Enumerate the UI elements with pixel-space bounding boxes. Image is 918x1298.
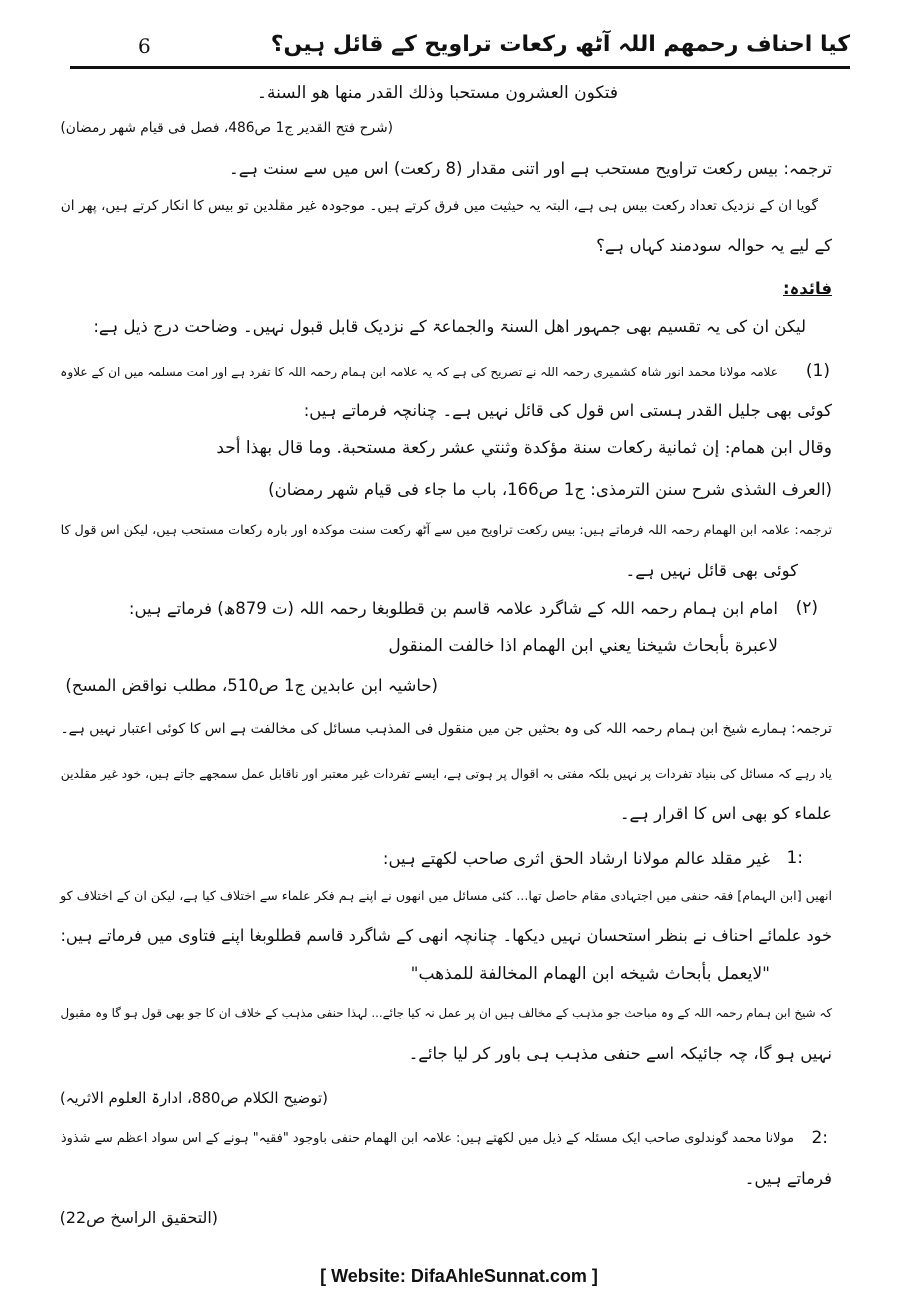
arabic-quote: لاعبرة بأبحاث شيخنا يعني ابن الهمام اذا خالفت المنقول bbox=[388, 636, 778, 656]
paragraph-line: کے لیے یہ حوالہ سودمند کہاں ہے؟ bbox=[596, 236, 832, 255]
paragraph-line: لیکن ان کی یہ تقسیم بھی جمہور اھل السنۃ والجماعۃ کے نزدیک قابل قبول نہیں۔ وضاحت درج ذیل ہے: bbox=[93, 317, 806, 336]
paragraph-line: علماء کو بھی اس کا اقرار ہے۔ bbox=[619, 804, 832, 823]
paragraph-line: گویا ان کے نزدیک تعداد رکعت بیس ہی ہے، البتہ یہ حیثیت میں فرق کرتے ہیں۔ موجودہ غیر مقلدین تو بیس کا انکار کرتے ہیں، پھر ان bbox=[60, 198, 818, 214]
arabic-quote: وقال ابن همام: إن ثمانية ركعات سنة مؤكدة وثنتي عشر ركعة مستحبة. وما قال بهذا أحد bbox=[216, 438, 832, 458]
paragraph-line: کوئی بھی جلیل القدر ہستی اس قول کی قائل نہیں ہے۔ چنانچہ فرماتے ہیں: bbox=[303, 401, 832, 420]
item-number: 1: bbox=[786, 848, 803, 868]
arabic-quote: "لایعمل بأبحاث شیخه ابن الهمام المخالفة للمذهب" bbox=[410, 964, 770, 984]
paragraph-line: امام ابن ہمام رحمہ اللہ کے شاگرد علامہ قاسم بن قطلوبغا رحمہ اللہ (ت 879ھ) فرماتے ہیں: bbox=[128, 599, 778, 618]
paragraph-line: علامہ مولانا محمد انور شاہ کشمیری رحمہ اللہ نے تصریح کی ہے کہ یہ علامہ ابن ہمام رحمہ اللہ کا تفرد ہے اور امت مسلمہ میں ان کے علاوہ bbox=[60, 365, 778, 379]
reference: (التحقیق الراسخ ص22) bbox=[59, 1208, 218, 1227]
quote-line: انھیں [ابن الہمام] فقہ حنفی میں اجتہادی مقام حاصل تھا... کئی مسائل میں انھوں نے اپنے ہم فکر علماء سے اختلاف کیا ہے، لیکن ان کے اختلاف کو bbox=[60, 888, 832, 903]
paragraph-line: یاد رہے کہ مسائل کی بنیاد تفردات پر نہیں بلکہ مفتی بہ اقوال پر ہوتی ہے، ایسے تفردات غیر معتبر اور ناقابل عمل سمجھے جاتے ہیں، خود غیر مقلدین bbox=[60, 767, 832, 781]
paragraph-line: فرماتے ہیں۔ bbox=[744, 1169, 832, 1188]
translation: ترجمہ: ہمارے شیخ ابن ہمام رحمہ اللہ کی وہ بحثیں جن میں منقول فی المذہب مسائل کی مخالفت ہے اس کا کوئی اعتبار نہیں ہے۔ bbox=[60, 721, 832, 737]
header-rule bbox=[70, 66, 850, 69]
reference: (شرح فتح القدیر ج1 ص486، فصل فی قیام شھر رمضان) bbox=[60, 120, 393, 136]
translation: ترجمہ: بیس رکعت تراویح مستحب ہے اور اتنی مقدار (8 رکعت) اس میں سے سنت ہے۔ bbox=[229, 159, 832, 178]
point-number: (۲) bbox=[795, 598, 818, 618]
point-number: (1) bbox=[805, 361, 830, 381]
translation: کوئی بھی قائل نہیں ہے۔ bbox=[625, 561, 798, 580]
page-number: 6 bbox=[138, 34, 151, 58]
paragraph-line: مولانا محمد گوندلوی صاحب ایک مسئلہ کے ذیل میں لکھتے ہیں: علامہ ابن الھمام حنفی باوجود "فقیہ" ہونے کے اس سواد اعظم سے شذوذ bbox=[60, 1131, 794, 1146]
reference: (حاشیہ ابن عابدین ج1 ص510، مطلب نواقض المسح) bbox=[65, 676, 438, 695]
page-header bbox=[70, 24, 850, 66]
website-footer: [ Website: DifaAhleSunnat.com ] bbox=[320, 1266, 598, 1286]
translation: ترجمہ: علامہ ابن الھمام رحمہ اللہ فرماتے ہیں: بیس رکعت تراویح میں سے آٹھ رکعت سنت موکدہ اور بارہ رکعات مستحب ہیں، لیکن اس قول کا bbox=[60, 523, 832, 538]
arabic-quote: فتکون العشرون مستحبا وذلك القدر منها هو السنة۔ bbox=[257, 83, 618, 103]
item-number: 2: bbox=[811, 1128, 828, 1148]
quote-line: کہ شیخ ابن ہمام رحمہ اللہ کے وہ مباحث جو مذہب کے مخالف ہیں ان پر عمل نہ کیا جائے... لہذا حنفی مذہب کے خلاف ان کا جو بھی قول ہو گا وہ مقبول bbox=[60, 1006, 832, 1020]
paragraph-line: غیر مقلد عالم مولانا ارشاد الحق اثری صاحب لکھتے ہیں: bbox=[382, 849, 770, 868]
reference: (توضیح الکلام ص880، ادارۃ العلوم الاثریہ) bbox=[59, 1089, 328, 1107]
running-title: کیا احناف رحمھم اللہ آٹھ رکعات تراویح کے قائل ہیں؟ bbox=[270, 32, 850, 57]
quote-line: خود علمائے احناف نے بنظر استحسان نہیں دیکھا۔ چنانچہ انھی کے شاگرد قاسم قطلوبغا اپنے فتاوی میں فرماتے ہیں: bbox=[60, 926, 832, 945]
quote-line: نہیں ہو گا، چہ جائیکہ اسے حنفی مذہب ہی باور کر لیا جائے۔ bbox=[408, 1044, 832, 1063]
section-heading: فائدہ: bbox=[783, 279, 832, 298]
reference: (العرف الشذی شرح سنن الترمذی: ج1 ص166، باب ما جاء فی قیام شھر رمضان) bbox=[268, 480, 832, 499]
